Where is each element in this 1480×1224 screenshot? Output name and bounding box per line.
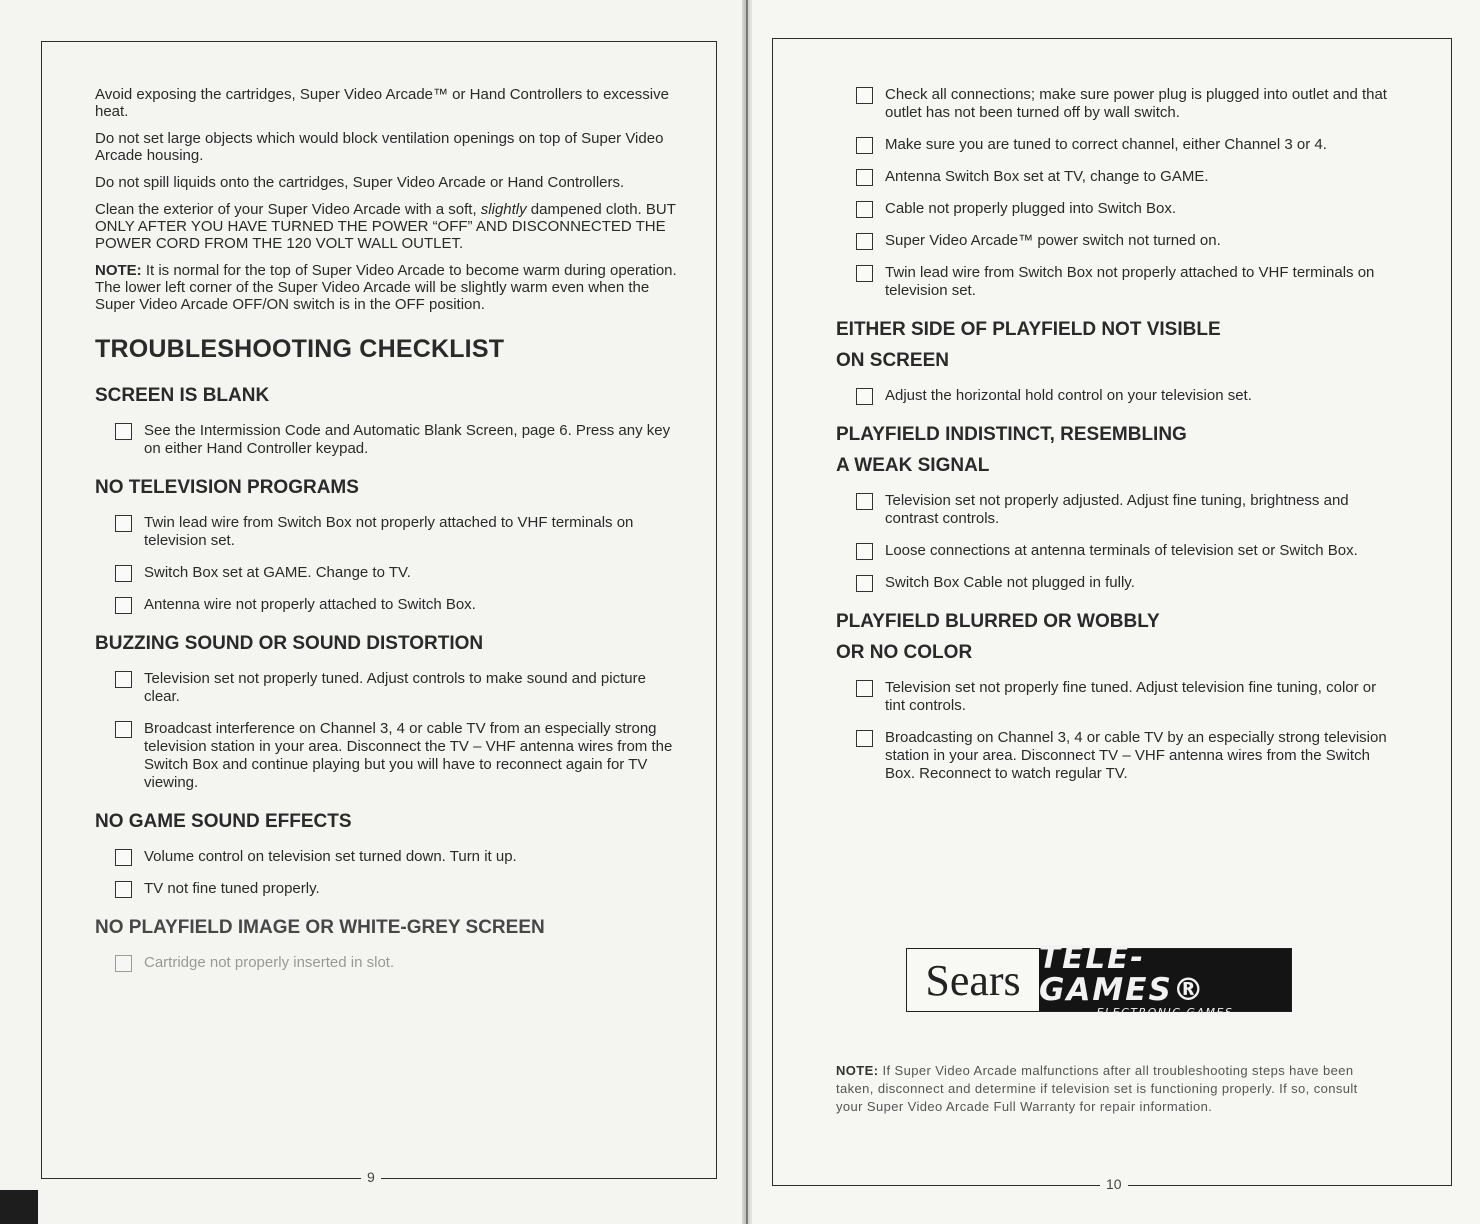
checkbox-icon bbox=[115, 955, 132, 972]
checkbox-icon bbox=[115, 597, 132, 614]
right-page-content bbox=[836, 86, 1396, 797]
checklist-item: Cable not properly plugged into Switch Box. bbox=[856, 200, 1396, 218]
section-heading: PLAYFIELD BLURRED OR WOBBLY OR NO COLOR bbox=[836, 611, 1160, 663]
checklist-item: Twin lead wire from Switch Box not properly attached to VHF terminals on television set. bbox=[856, 264, 1396, 300]
checklist-item: Cartridge not properly inserted in slot. bbox=[115, 954, 685, 972]
care-paragraph: Do not set large objects which would block ventilation openings on top of Super Video Arcade housing. bbox=[95, 130, 664, 164]
checkbox-icon bbox=[856, 388, 873, 405]
note-label: NOTE: bbox=[95, 262, 142, 279]
cleaning-paragraph: Clean the exterior of your Super Video Arcade with a soft, slightly dampened cloth. BUT ONLY AFTER YOU HAVE TURNED THE POWER “OFF” AND DISCONNECTED THE POWER CORD FROM THE 120 VOLT WALL OUTLET. bbox=[95, 201, 676, 252]
sears-telegames-logo bbox=[906, 939, 1292, 1019]
checklist-item: Switch Box Cable not plugged in fully. bbox=[856, 574, 1396, 592]
left-page-content bbox=[95, 86, 685, 986]
checklist-item: Loose connections at antenna terminals of television set or Switch Box. bbox=[856, 542, 1396, 560]
logo-tagline: ELECTRONIC GAMES bbox=[1096, 1005, 1234, 1019]
checkbox-icon bbox=[115, 881, 132, 898]
checkbox-icon bbox=[115, 565, 132, 582]
checkbox-icon bbox=[856, 730, 873, 747]
checklist-item: Antenna Switch Box set at TV, change to GAME. bbox=[856, 168, 1396, 186]
section-heading: SCREEN IS BLANK bbox=[95, 385, 270, 406]
checklist-title: TROUBLESHOOTING CHECKLIST bbox=[95, 335, 505, 363]
section-heading: NO PLAYFIELD IMAGE OR WHITE-GREY SCREEN bbox=[95, 917, 545, 938]
left-page-number: 9 bbox=[361, 1169, 381, 1185]
checkbox-icon bbox=[115, 515, 132, 532]
checklist-item: Broadcasting on Channel 3, 4 or cable TV by an especially strong television station in your area. Disconnect TV – VHF antenna wires from the Switch Box. Reconnect to watch regular TV. bbox=[856, 729, 1396, 783]
checklist-item: Antenna wire not properly attached to Switch Box. bbox=[115, 596, 685, 614]
care-paragraph: Do not spill liquids onto the cartridges, Super Video Arcade or Hand Controllers. bbox=[95, 174, 625, 191]
section-heading: BUZZING SOUND OR SOUND DISTORTION bbox=[95, 633, 484, 654]
checkbox-icon bbox=[856, 87, 873, 104]
checkbox-icon bbox=[115, 849, 132, 866]
right-page-number: 10 bbox=[1100, 1176, 1128, 1192]
logo-brand: Sears bbox=[907, 949, 1039, 1011]
checkbox-icon bbox=[856, 201, 873, 218]
section-heading: NO GAME SOUND EFFECTS bbox=[95, 811, 352, 832]
checkbox-icon bbox=[856, 575, 873, 592]
checklist-item: TV not fine tuned properly. bbox=[115, 880, 685, 898]
checklist-item: Make sure you are tuned to correct channel, either Channel 3 or 4. bbox=[856, 136, 1396, 154]
checkbox-icon bbox=[856, 680, 873, 697]
checklist-item: Television set not properly tuned. Adjust controls to make sound and picture clear. bbox=[115, 670, 685, 706]
logo-product: TELE-GAMES® bbox=[1039, 939, 1206, 1008]
warranty-note: NOTE: If Super Video Arcade malfunctions after all troubleshooting steps have been taken, disconnect and determine if television set is functioning properly. If so, consult your Super Video Arcade Full Warranty for repair information. bbox=[836, 1063, 1358, 1114]
checklist-item: Switch Box set at GAME. Change to TV. bbox=[115, 564, 685, 582]
book-spine bbox=[742, 0, 752, 1224]
section-heading: EITHER SIDE OF PLAYFIELD NOT VISIBLE ON SCREEN bbox=[836, 319, 1221, 371]
checkbox-icon bbox=[856, 169, 873, 186]
checklist-item: Broadcast interference on Channel 3, 4 or cable TV from an especially strong television station in your area. Disconnect the TV – VHF antenna wires from the Switch Box and continue playing but you will have to reconnect again for TV viewing. bbox=[115, 720, 685, 792]
checkbox-icon bbox=[115, 721, 132, 738]
checkbox-icon bbox=[856, 543, 873, 560]
checklist-item: Television set not properly fine tuned. Adjust television fine tuning, color or tint controls. bbox=[856, 679, 1396, 715]
checklist-item: See the Intermission Code and Automatic Blank Screen, page 6. Press any key on either Hand Controller keypad. bbox=[115, 422, 685, 458]
checklist-item: Adjust the horizontal hold control on your television set. bbox=[856, 387, 1396, 405]
note-paragraph: NOTE: It is normal for the top of Super Video Arcade to become warm during operation. The lower left corner of the Super Video Arcade will be slightly warm even when the Super Video Arcade OFF/ON switch is in the OFF position. bbox=[95, 262, 677, 313]
checklist-item: Volume control on television set turned down. Turn it up. bbox=[115, 848, 685, 866]
checklist-item: Twin lead wire from Switch Box not properly attached to VHF terminals on television set. bbox=[115, 514, 685, 550]
checkbox-icon bbox=[115, 671, 132, 688]
note-label: NOTE: bbox=[836, 1063, 879, 1078]
checkbox-icon bbox=[856, 233, 873, 250]
section-heading: NO TELEVISION PROGRAMS bbox=[95, 477, 359, 498]
logo-product-block bbox=[1039, 939, 1291, 1019]
checklist-item: Super Video Arcade™ power switch not turned on. bbox=[856, 232, 1396, 250]
checkbox-icon bbox=[856, 137, 873, 154]
page-corner-shadow bbox=[0, 1190, 38, 1224]
section-heading: PLAYFIELD INDISTINCT, RESEMBLING A WEAK SIGNAL bbox=[836, 424, 1187, 476]
care-paragraph: Avoid exposing the cartridges, Super Video Arcade™ or Hand Controllers to excessive heat. bbox=[95, 86, 669, 120]
checkbox-icon bbox=[856, 265, 873, 282]
checkbox-icon bbox=[115, 423, 132, 440]
checklist-item: Television set not properly adjusted. Adjust fine tuning, brightness and contrast controls. bbox=[856, 492, 1396, 528]
checkbox-icon bbox=[856, 493, 873, 510]
checklist-item: Check all connections; make sure power plug is plugged into outlet and that outlet has not been turned off by wall switch. bbox=[856, 86, 1396, 122]
